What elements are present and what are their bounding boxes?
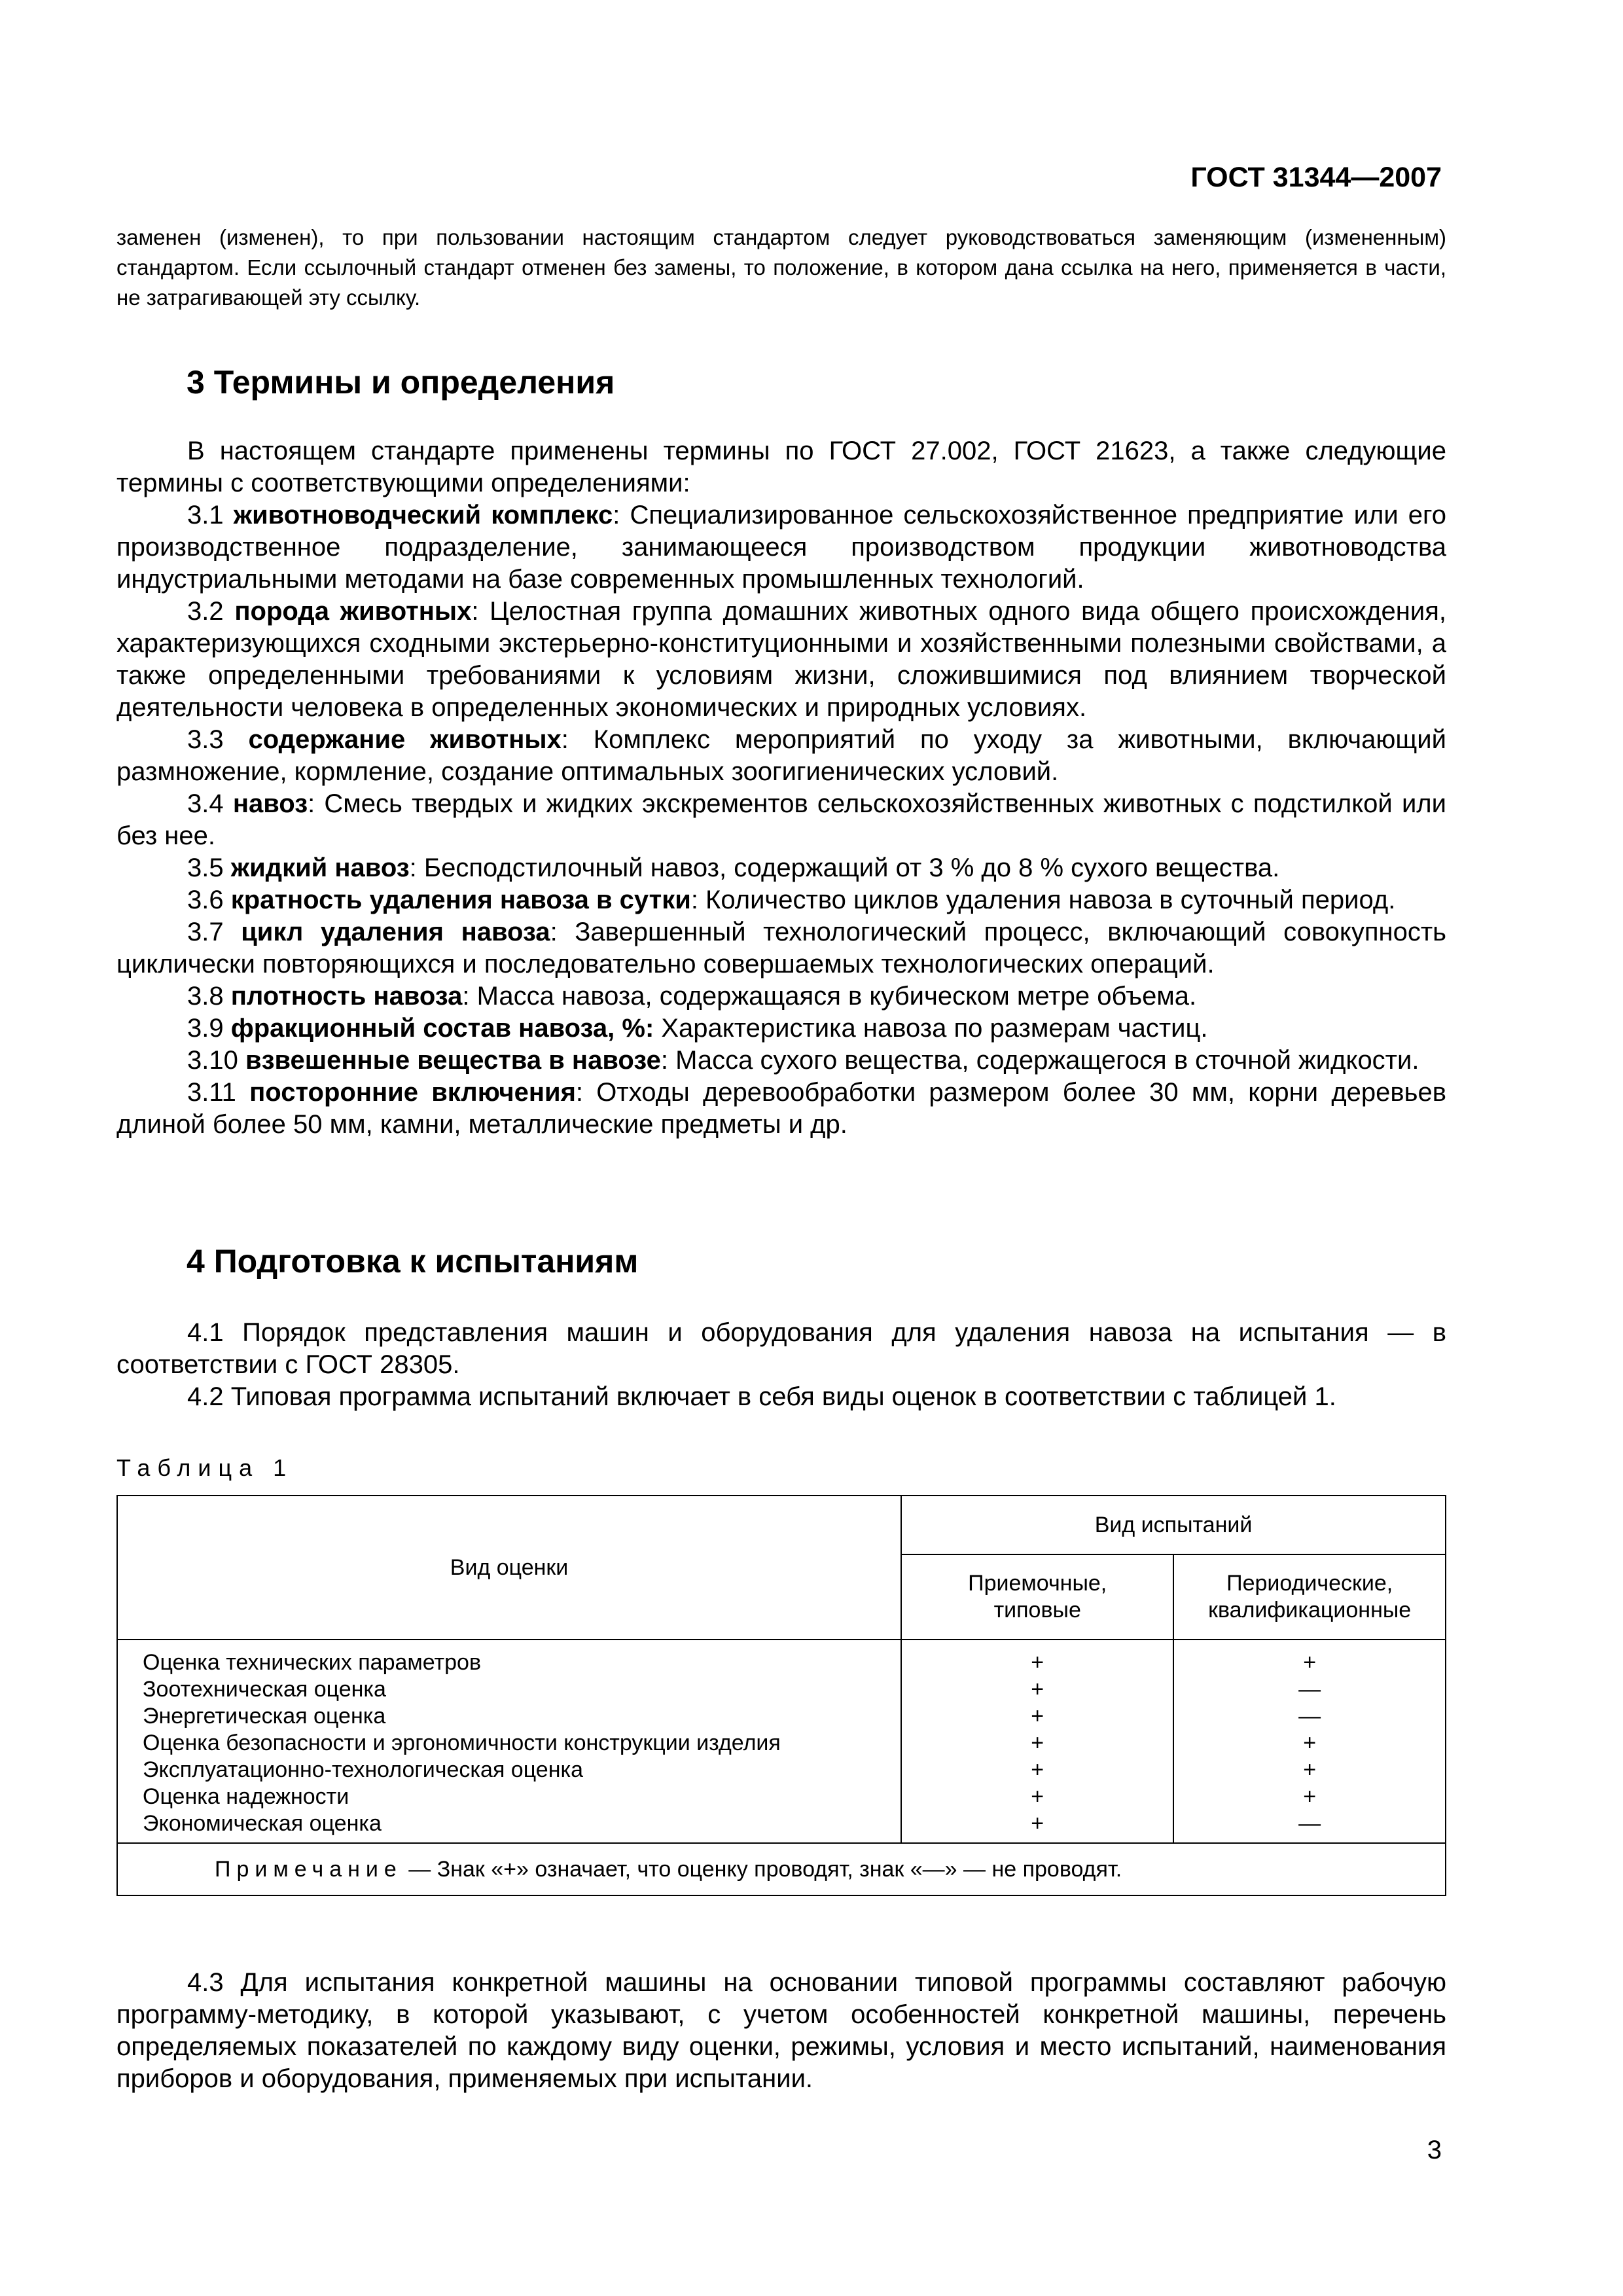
term-definition: : Отходы деревообработки размером более 30 мм, корни деревьев длиной более 50 мм, камни, металлические предметы и др. (116, 1078, 1446, 1139)
term-name: посторонние включения (249, 1078, 576, 1107)
section-4-body-continued (116, 1967, 1446, 2095)
term-name: взвешенные вещества в навозе (245, 1046, 661, 1075)
intro-paragraph (116, 223, 1446, 313)
acceptance-mark: + (1031, 1811, 1044, 1836)
assessment-name: Оценка надежности (143, 1784, 349, 1809)
term-item (116, 852, 1446, 884)
intro-text: заменен (изменен), то при пользовании настоящим стандартом следует руководствоваться заменяющим (измененным) стандартом. Если ссылочный стандарт отменен без замены, то положение, в котором дана ссылка на него, применяется в части, не затрагивающей эту ссылку. (116, 225, 1446, 310)
periodic-mark: + (1303, 1731, 1317, 1755)
term-definition: : Комплекс мероприятий по уходу за животными, включающий размножение, кормление, создание оптимальных зоогигиенических условий. (116, 725, 1446, 786)
paragraph-4-2: 4.2 Типовая программа испытаний включает в себя виды оценок в соответствии с таблицей 1. (187, 1382, 1336, 1411)
assessment-name: Эксплуатационно-технологическая оценка (143, 1757, 584, 1782)
term-number: 3.3 (187, 725, 224, 754)
header-periodic-label: Периодические, квалификационные (1208, 1571, 1412, 1623)
section-3-title: 3 Термины и определения (187, 364, 615, 401)
periodic-mark: — (1298, 1677, 1321, 1702)
section-4-body (116, 1317, 1446, 1413)
terms-container (116, 499, 1446, 1141)
term-definition: : Масса сухого вещества, содержащегося в сточной жидкости. (660, 1046, 1419, 1075)
term-item (116, 884, 1446, 916)
term-item (116, 1077, 1446, 1141)
term-number: 3.11 (187, 1078, 236, 1107)
term-number: 3.4 (187, 789, 224, 818)
term-definition: : Смесь твердых и жидких экскрементов сельскохозяйственных животных с подстилкой или без нее. (116, 789, 1446, 850)
assessment-name: Оценка безопасности и эргономичности конструкции изделия (143, 1731, 781, 1755)
term-definition: : Бесподстилочный навоз, содержащий от 3 % до 8 % сухого вещества. (409, 853, 1280, 882)
term-item (116, 596, 1446, 724)
term-name: кратность удаления навоза в сутки (230, 886, 691, 914)
header-assessment-type: Вид оценки (117, 1496, 901, 1640)
acceptance-mark: + (1031, 1650, 1044, 1675)
term-item (116, 499, 1446, 596)
assessment-name: Оценка технических параметров (143, 1650, 482, 1675)
header-periodic (1173, 1554, 1446, 1640)
table-note (117, 1843, 1446, 1895)
note-text: — Знак «+» означает, что оценку проводят, знак «—» — не проводят. (402, 1856, 1122, 1882)
header-acceptance-label: Приемочные, типовые (968, 1571, 1107, 1623)
term-item (116, 788, 1446, 852)
terms-intro: В настоящем стандарте применены термины по ГОСТ 27.002, ГОСТ 21623, а также следующие термины с соответствующими определениями: (116, 437, 1446, 497)
periodic-marks-column (1173, 1640, 1446, 1843)
periodic-mark: — (1298, 1704, 1321, 1729)
term-number: 3.6 (187, 886, 224, 914)
section-4-title: 4 Подготовка к испытаниям (187, 1243, 639, 1280)
note-label: Примечание (215, 1856, 402, 1882)
assessment-name: Экономическая оценка (143, 1811, 382, 1836)
term-name: фракционный состав навоза, %: (230, 1014, 654, 1043)
term-name: порода животных (234, 597, 472, 626)
acceptance-mark: + (1031, 1731, 1044, 1755)
term-name: животноводческий комплекс (233, 501, 613, 529)
term-name: цикл удаления навоза (241, 918, 550, 946)
term-definition: : Специализированное сельскохозяйственное предприятие или его производственное подразделение, занимающееся производством продукции животноводства индустриальными методами на базе современных промышленных технологий. (116, 501, 1446, 594)
acceptance-marks-column (901, 1640, 1173, 1843)
periodic-mark: — (1298, 1811, 1321, 1836)
term-item (116, 724, 1446, 788)
assessment-name: Зоотехническая оценка (143, 1677, 386, 1702)
periodic-mark: + (1303, 1784, 1317, 1809)
term-name: содержание животных (248, 725, 562, 754)
table-1 (116, 1495, 1446, 1896)
acceptance-mark: + (1031, 1757, 1044, 1782)
header-test-type: Вид испытаний (901, 1496, 1446, 1554)
acceptance-mark: + (1031, 1784, 1044, 1809)
periodic-mark: + (1303, 1650, 1317, 1675)
term-number: 3.7 (187, 918, 224, 946)
assessment-names-column (117, 1640, 901, 1843)
acceptance-mark: + (1031, 1704, 1044, 1729)
terms-list (116, 435, 1446, 1141)
term-number: 3.1 (187, 501, 224, 529)
term-definition: : Количество циклов удаления навоза в суточный период. (690, 886, 1396, 914)
term-number: 3.2 (187, 597, 224, 626)
page-number: 3 (1427, 2136, 1442, 2164)
term-item (116, 980, 1446, 1013)
term-number: 3.8 (187, 982, 224, 1011)
document-id: ГОСТ 31344—2007 (1190, 162, 1442, 193)
header-acceptance (901, 1554, 1173, 1640)
periodic-mark: + (1303, 1757, 1317, 1782)
term-number: 3.5 (187, 853, 224, 882)
term-item (116, 1045, 1446, 1077)
paragraph-4-1: 4.1 Порядок представления машин и оборудования для удаления навоза на испытания — в соответствии с ГОСТ 28305. (116, 1318, 1446, 1379)
term-name: плотность навоза (230, 982, 463, 1011)
table-caption: Таблица 1 (116, 1454, 294, 1481)
acceptance-mark: + (1031, 1677, 1044, 1702)
term-definition: Характеристика навоза по размерам частиц. (654, 1014, 1208, 1043)
term-number: 3.10 (187, 1046, 238, 1075)
term-item (116, 916, 1446, 980)
assessment-name: Энергетическая оценка (143, 1704, 386, 1729)
term-definition: : Масса навоза, содержащаяся в кубическом метре объема. (462, 982, 1197, 1011)
term-definition: : Завершенный технологический процесс, включающий совокупность циклически повторяющихся и последовательно совершаемых технологических операций. (116, 918, 1447, 978)
paragraph-4-3: 4.3 Для испытания конкретной машины на основании типовой программы составляют рабочую программу-методику, в которой указывают, с учетом особенностей конкретной машины, перечень определяемых показателей по каждому виду оценки, режимы, условия и место испытаний, наименования приборов и оборудования, применяемых при испытании. (116, 1968, 1446, 2093)
term-name: навоз (232, 789, 308, 818)
term-number: 3.9 (187, 1014, 224, 1043)
term-definition: : Целостная группа домашних животных одного вида общего происхождения, характеризующихся сходными экстерьерно-конституционными и хозяйственными полезными свойствами, а также определенными требованиями к условиям жизни, сложившимися под влиянием творческой деятельности человека в определенных экономических и природных условиях. (116, 597, 1446, 722)
term-item (116, 1013, 1446, 1045)
term-name: жидкий навоз (230, 853, 410, 882)
